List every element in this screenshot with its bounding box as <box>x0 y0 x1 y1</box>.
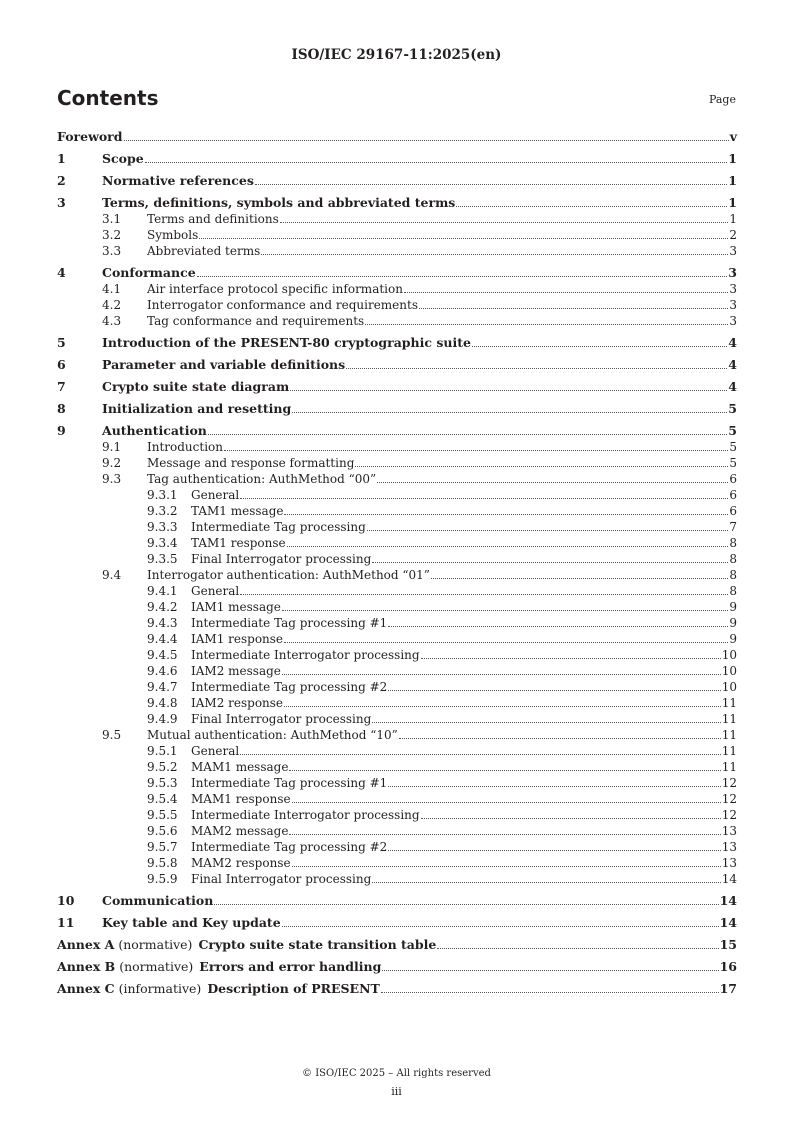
toc-entry-9-4-3[interactable] <box>57 615 737 631</box>
dot-leader <box>240 593 728 595</box>
toc-title: Introduction of the PRESENT-80 cryptographic suite <box>102 335 471 350</box>
toc-page: 8 <box>729 536 737 550</box>
dot-leader <box>197 275 728 277</box>
toc-number: 9.4 <box>102 568 122 582</box>
toc-number: 6 <box>57 357 66 372</box>
toc-number: 9.4.4 <box>147 632 178 646</box>
toc-entry-9-5[interactable] <box>57 727 737 743</box>
toc-number: 9.4.2 <box>147 600 178 614</box>
dot-leader <box>382 969 718 971</box>
page-number: iii <box>391 1085 402 1098</box>
toc-number: 9.3.1 <box>147 488 178 502</box>
toc-page: 6 <box>729 504 737 518</box>
toc-number: 9.5.7 <box>147 840 178 854</box>
toc-number: 9.5.1 <box>147 744 178 758</box>
toc-entry-11[interactable] <box>57 915 737 931</box>
toc-entry-annex-a[interactable] <box>57 937 737 953</box>
toc-entry-9-5-9[interactable] <box>57 871 737 887</box>
toc-page: 1 <box>729 212 737 226</box>
toc-number: 9.5.5 <box>147 808 178 822</box>
toc-title: General <box>191 488 240 502</box>
toc-title: Terms, definitions, symbols and abbreviated terms <box>102 195 456 210</box>
toc-title: Intermediate Tag processing #1 <box>191 616 388 630</box>
toc-page: 6 <box>729 488 737 502</box>
toc-title: Terms and definitions <box>147 212 279 226</box>
toc-number: 3.2 <box>102 228 122 242</box>
dot-leader <box>388 785 720 787</box>
dot-leader <box>124 139 729 141</box>
toc-title: Intermediate Tag processing #1 <box>191 776 388 790</box>
toc-page: 8 <box>729 552 737 566</box>
toc-entry-6[interactable] <box>57 357 737 373</box>
dot-leader <box>208 433 727 435</box>
toc-title: Mutual authentication: AuthMethod “10” <box>147 728 398 742</box>
toc-number: 8 <box>57 401 66 416</box>
toc-title: Normative references <box>102 173 254 188</box>
toc-number: 9.5.6 <box>147 824 178 838</box>
toc-page: 5 <box>729 440 737 454</box>
dot-leader <box>399 737 721 739</box>
toc-entry-2[interactable] <box>57 173 737 189</box>
toc-number: 9.3.4 <box>147 536 178 550</box>
toc-page: 5 <box>728 423 737 438</box>
toc-entry-9-5-1[interactable] <box>57 743 737 759</box>
toc-number: 9.5.9 <box>147 872 178 886</box>
dot-leader <box>372 721 720 723</box>
toc-page: 12 <box>721 776 737 790</box>
toc-number: 9.1 <box>102 440 122 454</box>
toc-entry-5[interactable] <box>57 335 737 351</box>
dot-leader <box>421 657 721 659</box>
dot-leader <box>287 545 729 547</box>
toc-page: 8 <box>729 584 737 598</box>
toc-entry-9-4-9[interactable] <box>57 711 737 727</box>
toc-title: MAM1 message <box>191 760 289 774</box>
dot-leader <box>381 991 719 993</box>
toc-title: Authentication <box>102 423 207 438</box>
toc-page: 3 <box>729 298 737 312</box>
toc-entry-annex-b[interactable] <box>57 959 737 975</box>
dot-leader <box>292 801 721 803</box>
toc-number: 4 <box>57 265 66 280</box>
dot-leader <box>292 865 721 867</box>
toc-title: Scope <box>102 151 144 166</box>
toc-page: 13 <box>721 824 737 838</box>
toc-title: General <box>191 744 240 758</box>
toc-entry-4-3[interactable] <box>57 313 737 329</box>
toc-number: 2 <box>57 173 66 188</box>
toc-page: 9 <box>729 600 737 614</box>
toc-title: IAM2 message <box>191 664 281 678</box>
toc-page: 3 <box>729 282 737 296</box>
toc-number: 9.4.3 <box>147 616 178 630</box>
toc-page: 13 <box>721 840 737 854</box>
toc-entry-9-4-4[interactable] <box>57 631 737 647</box>
toc-page: 5 <box>728 401 737 416</box>
dot-leader <box>240 753 720 755</box>
toc-title: MAM2 message <box>191 824 289 838</box>
toc-entry-9-5-5[interactable] <box>57 807 737 823</box>
dot-leader <box>365 323 728 325</box>
toc-entry-9-1[interactable] <box>57 439 737 455</box>
toc-title: Key table and Key update <box>102 915 281 930</box>
toc-page: 10 <box>721 680 737 694</box>
toc-page: 4 <box>728 357 737 372</box>
toc-entry-9-4[interactable] <box>57 567 737 583</box>
toc-number: 4.1 <box>102 282 122 296</box>
toc-entry-4[interactable] <box>57 265 737 281</box>
toc-page: 10 <box>721 664 737 678</box>
toc-entry-9-3-3[interactable] <box>57 519 737 535</box>
toc-entry-9-3-2[interactable] <box>57 503 737 519</box>
dot-leader <box>372 881 720 883</box>
toc-page: 9 <box>729 616 737 630</box>
toc-page: 3 <box>728 265 737 280</box>
dot-leader <box>284 513 728 515</box>
dot-leader <box>289 769 720 771</box>
annex-label: Annex B <box>57 959 116 974</box>
toc-page: 1 <box>728 151 737 166</box>
copyright-footer: © ISO/IEC 2025 – All rights reserved <box>302 1068 491 1079</box>
toc-number: 9.3.3 <box>147 520 178 534</box>
annex-label: Annex A <box>57 937 115 952</box>
toc-title: TAM1 message <box>191 504 284 518</box>
toc-title: General <box>191 584 240 598</box>
toc-title: Abbreviated terms <box>147 244 261 258</box>
toc-number: 4.2 <box>102 298 122 312</box>
dot-leader <box>388 625 728 627</box>
toc-entry-9-5-7[interactable] <box>57 839 737 855</box>
toc-entry-3-1[interactable] <box>57 211 737 227</box>
toc-number: 7 <box>57 379 66 394</box>
toc-title: Intermediate Interrogator processing <box>191 648 420 662</box>
toc-title: Errors and error handling <box>199 959 382 974</box>
toc-title: Air interface protocol specific information <box>147 282 403 296</box>
toc-entry-10[interactable] <box>57 893 737 909</box>
toc-number: 10 <box>57 893 75 908</box>
toc-number: 11 <box>57 915 75 930</box>
toc-title: Communication <box>102 893 214 908</box>
toc-entry-9-3-1[interactable] <box>57 487 737 503</box>
toc-number: 9.4.7 <box>147 680 178 694</box>
toc-number: 9.2 <box>102 456 122 470</box>
toc-page: 7 <box>729 520 737 534</box>
toc-entry-9-4-2[interactable] <box>57 599 737 615</box>
toc-page: 10 <box>721 648 737 662</box>
toc-page: 14 <box>719 915 737 930</box>
toc-title: Crypto suite state transition table <box>198 937 437 952</box>
toc-page: 2 <box>729 228 737 242</box>
toc-title: IAM2 response <box>191 696 284 710</box>
toc-number: 9.4.5 <box>147 648 178 662</box>
dot-leader <box>261 253 728 255</box>
annex-kind: (normative) <box>119 959 194 974</box>
toc-entry-4-1[interactable] <box>57 281 737 297</box>
toc-entry-9-4-1[interactable] <box>57 583 737 599</box>
toc-entry-9-4-6[interactable] <box>57 663 737 679</box>
dot-leader <box>280 221 729 223</box>
toc-entry-3-2[interactable] <box>57 227 737 243</box>
toc-title: IAM1 response <box>191 632 284 646</box>
toc-number: 9.5.2 <box>147 760 178 774</box>
toc-page: 17 <box>719 981 737 996</box>
dot-leader <box>388 689 720 691</box>
toc-entry-3-3[interactable] <box>57 243 737 259</box>
dot-leader <box>214 903 718 905</box>
dot-leader <box>145 161 728 163</box>
toc-entry-7[interactable] <box>57 379 737 395</box>
toc-title: Introduction <box>147 440 223 454</box>
toc-title: Conformance <box>102 265 196 280</box>
toc-page: 11 <box>721 728 737 742</box>
toc-number: 9.4.6 <box>147 664 178 678</box>
toc-page: 16 <box>719 959 737 974</box>
toc-entry-9-5-6[interactable] <box>57 823 737 839</box>
dot-leader <box>284 641 728 643</box>
toc-page: 9 <box>729 632 737 646</box>
toc-title: Final Interrogator processing <box>191 712 372 726</box>
toc-number: 9.4.9 <box>147 712 178 726</box>
annex-kind: (normative) <box>118 937 193 952</box>
toc-title: TAM1 response <box>191 536 286 550</box>
toc-page: 11 <box>721 696 737 710</box>
toc-number: 3.3 <box>102 244 122 258</box>
toc-entry-annex-c[interactable] <box>57 981 737 997</box>
toc-page: 11 <box>721 760 737 774</box>
toc-title: Symbols <box>147 228 199 242</box>
toc-entry-9[interactable] <box>57 423 737 439</box>
dot-leader <box>290 389 727 391</box>
toc-page: 15 <box>719 937 737 952</box>
dot-leader <box>289 833 720 835</box>
toc-title: Message and response formatting <box>147 456 355 470</box>
toc-entry-foreword[interactable] <box>57 129 737 145</box>
toc-number: 9.3.2 <box>147 504 178 518</box>
dot-leader <box>346 367 727 369</box>
page-column-label: Page <box>708 93 736 106</box>
toc-number: 9.5 <box>102 728 122 742</box>
toc-title: Interrogator authentication: AuthMethod “01” <box>147 568 430 582</box>
toc-page: 1 <box>728 195 737 210</box>
toc-number: 3.1 <box>102 212 122 226</box>
toc-title: MAM1 response <box>191 792 291 806</box>
toc-title: Foreword <box>57 129 123 144</box>
dot-leader <box>240 497 728 499</box>
dot-leader <box>419 307 728 309</box>
toc-entry-9-5-2[interactable] <box>57 759 737 775</box>
table-of-contents <box>57 129 737 997</box>
dot-leader <box>199 237 728 239</box>
dot-leader <box>431 577 728 579</box>
toc-page: v <box>729 129 737 144</box>
toc-page: 12 <box>721 792 737 806</box>
toc-number: 9.3 <box>102 472 122 486</box>
toc-entry-9-3-5[interactable] <box>57 551 737 567</box>
toc-entry-9-5-4[interactable] <box>57 791 737 807</box>
toc-page: 11 <box>721 712 737 726</box>
toc-page: 4 <box>728 379 737 394</box>
toc-page: 1 <box>728 173 737 188</box>
dot-leader <box>224 449 728 451</box>
toc-page: 6 <box>729 472 737 486</box>
toc-title: MAM2 response <box>191 856 291 870</box>
toc-page: 12 <box>721 808 737 822</box>
dot-leader <box>355 465 728 467</box>
toc-number: 9.4.1 <box>147 584 178 598</box>
toc-page: 14 <box>719 893 737 908</box>
toc-entry-9-4-8[interactable] <box>57 695 737 711</box>
toc-number: 5 <box>57 335 66 350</box>
toc-title: Tag conformance and requirements <box>147 314 365 328</box>
toc-title: Intermediate Tag processing #2 <box>191 840 388 854</box>
toc-number: 9 <box>57 423 66 438</box>
toc-entry-9-5-3[interactable] <box>57 775 737 791</box>
toc-entry-9-3-4[interactable] <box>57 535 737 551</box>
toc-title: Intermediate Tag processing <box>191 520 366 534</box>
dot-leader <box>292 411 727 413</box>
toc-entry-1[interactable] <box>57 151 737 167</box>
toc-number: 9.5.4 <box>147 792 178 806</box>
toc-entry-9-4-5[interactable] <box>57 647 737 663</box>
toc-number: 4.3 <box>102 314 122 328</box>
toc-title: Final Interrogator processing <box>191 552 372 566</box>
toc-entry-9-2[interactable] <box>57 455 737 471</box>
toc-title: IAM1 message <box>191 600 281 614</box>
dot-leader <box>372 561 728 563</box>
toc-title: Initialization and resetting <box>102 401 292 416</box>
contents-title: Contents <box>57 86 159 110</box>
toc-number: 3 <box>57 195 66 210</box>
toc-entry-9-4-7[interactable] <box>57 679 737 695</box>
document-id-header: ISO/IEC 29167-11:2025(en) <box>291 47 502 63</box>
toc-entry-9-3[interactable] <box>57 471 737 487</box>
dot-leader <box>367 529 729 531</box>
toc-title: Tag authentication: AuthMethod “00” <box>147 472 377 486</box>
toc-page: 3 <box>729 314 737 328</box>
dot-leader <box>284 705 721 707</box>
dot-leader <box>404 291 728 293</box>
toc-title: Intermediate Tag processing #2 <box>191 680 388 694</box>
toc-title: Final Interrogator processing <box>191 872 372 886</box>
toc-number: 9.5.8 <box>147 856 178 870</box>
toc-page: 13 <box>721 856 737 870</box>
toc-entry-3[interactable] <box>57 195 737 211</box>
annex-kind: (informative) <box>118 981 202 996</box>
toc-title: Interrogator conformance and requirements <box>147 298 418 312</box>
annex-label: Annex C <box>57 981 115 996</box>
toc-number: 9.5.3 <box>147 776 178 790</box>
toc-entry-8[interactable] <box>57 401 737 417</box>
toc-number: 9.3.5 <box>147 552 178 566</box>
dot-leader <box>472 345 727 347</box>
toc-title: Description of PRESENT <box>207 981 380 996</box>
toc-title: Crypto suite state diagram <box>102 379 290 394</box>
toc-title: Intermediate Interrogator processing <box>191 808 420 822</box>
dot-leader <box>282 609 728 611</box>
dot-leader <box>456 205 727 207</box>
toc-page: 14 <box>721 872 737 886</box>
dot-leader <box>282 925 719 927</box>
toc-page: 5 <box>729 456 737 470</box>
toc-number: 9.4.8 <box>147 696 178 710</box>
toc-page: 3 <box>729 244 737 258</box>
toc-page: 4 <box>728 335 737 350</box>
toc-entry-9-5-8[interactable] <box>57 855 737 871</box>
toc-number: 1 <box>57 151 66 166</box>
toc-title: Parameter and variable definitions <box>102 357 346 372</box>
dot-leader <box>377 481 728 483</box>
toc-page: 8 <box>729 568 737 582</box>
toc-page: 11 <box>721 744 737 758</box>
dot-leader <box>421 817 721 819</box>
dot-leader <box>388 849 720 851</box>
toc-entry-4-2[interactable] <box>57 297 737 313</box>
dot-leader <box>255 183 727 185</box>
dot-leader <box>437 947 718 949</box>
dot-leader <box>282 673 721 675</box>
